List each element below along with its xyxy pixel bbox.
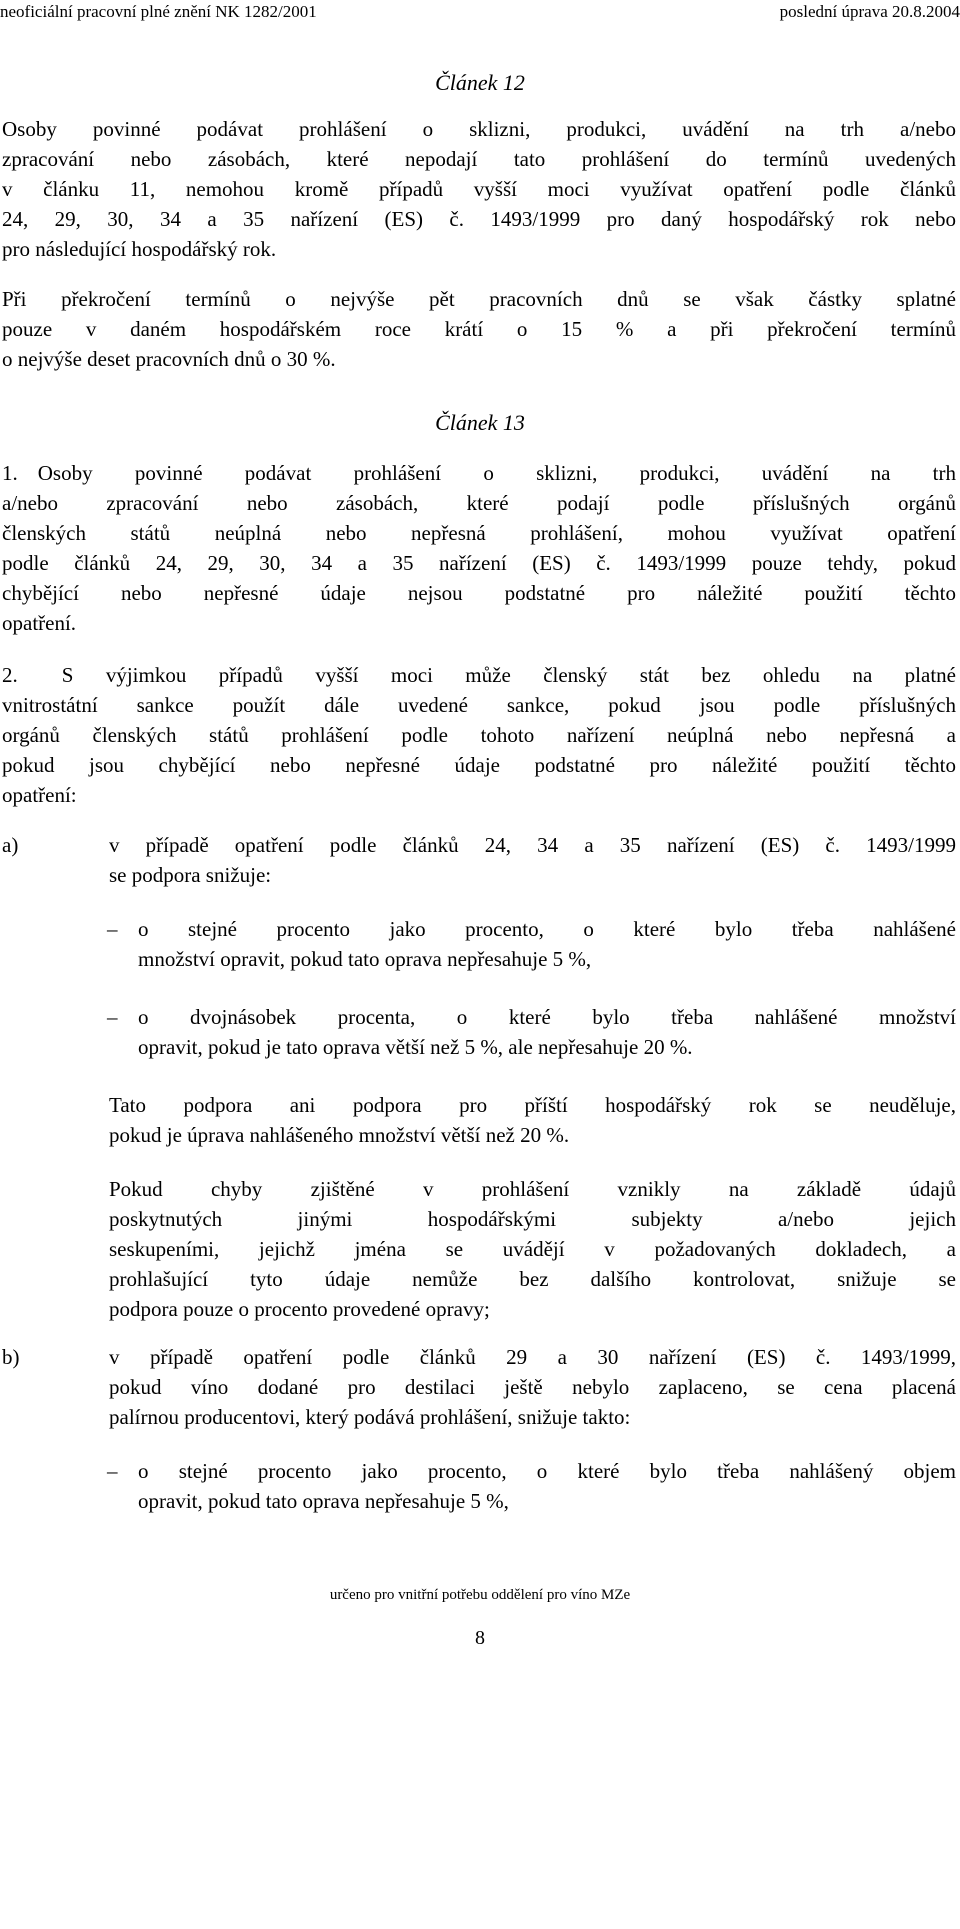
item-a-text (109, 830, 956, 890)
text-line: opravit, pokud tato oprava nepřesahuje 5 %, (138, 1489, 509, 1513)
text-line: pro následující hospodářský rok. (2, 237, 277, 261)
text-line: Při překročení termínů o nejvýše pět pracovních dnů se však částky splatné (2, 287, 956, 311)
dash-item-text (138, 1002, 956, 1062)
item-a-paragraph-4-text (109, 1174, 956, 1324)
article-12-paragraph-1 (2, 114, 956, 264)
text-line: Osoby povinné podávat prohlášení o sklizni, produkci, uvádění na trh a/nebo (2, 117, 956, 141)
article-12-paragraph-2 (2, 284, 956, 374)
text-line: podle článků 24, 29, 30, 34 a 35 nařízení (ES) č. 1493/1999 pouze tehdy, pokud (2, 551, 956, 575)
item-label-a: a) (2, 833, 19, 857)
text-line: pouze v daném hospodářském roce krátí o 15 % a při překročení termínů (2, 317, 956, 341)
item-a-paragraph-3-text (109, 1090, 956, 1150)
paragraph-number: 1. (2, 461, 18, 485)
text-line: opatření. (2, 611, 77, 635)
text-line (2, 458, 956, 488)
text-line: vnitrostátní sankce použít dále uvedené sankce, pokud jsou podle příslušných (2, 693, 956, 717)
article-13-heading: Článek 13 (435, 410, 525, 435)
text-line: v případě opatření podle článků 24, 34 a 35 nařízení (ES) č. 1493/1999 (109, 833, 956, 857)
paragraph-number: 2. (2, 663, 18, 687)
header-last-update: poslední úprava 20.8.2004 (779, 2, 960, 21)
text-line: poskytnutých jinými hospodářskými subjekty a/nebo jejich (109, 1207, 956, 1231)
item-b-text (109, 1342, 956, 1432)
text-line: o nejvýše deset pracovních dnů o 30 %. (2, 347, 336, 371)
text-line: o stejné procento jako procento, o které bylo třeba nahlášený objem (138, 1459, 956, 1483)
text-fragment: Osoby povinné podávat prohlášení o sklizni, produkci, uvádění na trh (37, 461, 956, 485)
text-line: opravit, pokud je tato oprava větší než 5 %, ale nepřesahuje 20 %. (138, 1035, 693, 1059)
text-line: o dvojnásobek procenta, o které bylo třeba nahlášené množství (138, 1005, 956, 1029)
item-label-b: b) (2, 1345, 20, 1369)
text-line: zpracování nebo zásobách, které nepodají tato prohlášení do termínů uvedených (2, 147, 956, 171)
text-line: množství opravit, pokud tato oprava nepřesahuje 5 %, (138, 947, 592, 971)
text-line: Pokud chyby zjištěné v prohlášení vznikly na základě údajů (109, 1177, 956, 1201)
text-fragment: S výjimkou případů vyšší moci může členský stát bez ohledu na platné (61, 663, 956, 687)
text-line: chybějící nebo nepřesné údaje nejsou podstatné pro náležité použití těchto (2, 581, 956, 605)
text-line: Tato podpora ani podpora pro příští hospodářský rok se neuděluje, (109, 1093, 956, 1117)
dash-item-text (138, 914, 956, 974)
text-line: se podpora snižuje: (109, 863, 272, 887)
article-12-heading: Článek 12 (435, 70, 525, 95)
text-line: prohlašující tyto údaje nemůže bez dalšího kontrolovat, snižuje se (109, 1267, 956, 1291)
text-line: a/nebo zpracování nebo zásobách, které podají podle příslušných orgánů (2, 491, 956, 515)
text-line: pokud jsou chybějící nebo nepřesné údaje podstatné pro náležité použití těchto (2, 753, 956, 777)
text-line: podpora pouze o procento provedené opravy; (109, 1297, 490, 1321)
text-line: členských států neúplná nebo nepřesná prohlášení, mohou využívat opatření (2, 521, 956, 545)
text-line: o stejné procento jako procento, o které bylo třeba nahlášené (138, 917, 956, 941)
text-line: 24, 29, 30, 34 a 35 nařízení (ES) č. 1493/1999 pro daný hospodářský rok nebo (2, 207, 956, 231)
text-line: palírnou producentovi, který podává prohlášení, snižuje takto: (109, 1405, 631, 1429)
article-13-paragraph-1 (2, 458, 956, 638)
text-line: v případě opatření podle článků 29 a 30 nařízení (ES) č. 1493/1999, (109, 1345, 956, 1369)
text-line: pokud je úprava nahlášeného množství větší než 20 %. (109, 1123, 570, 1147)
text-line: opatření: (2, 783, 77, 807)
article-13-paragraph-2 (2, 660, 956, 810)
footer-note: určeno pro vnitřní potřebu oddělení pro víno MZe (329, 1587, 631, 1603)
dash-bullet: – (107, 1459, 118, 1483)
text-line: v článku 11, nemohou kromě případů vyšší moci využívat opatření podle článků (2, 177, 956, 201)
dash-bullet: – (107, 1005, 118, 1029)
text-line: pokud víno dodané pro destilaci ještě nebylo zaplaceno, se cena placená (109, 1375, 956, 1399)
header-document-title: neoficiální pracovní plné znění NK 1282/2001 (0, 2, 317, 21)
dash-item-text (138, 1456, 956, 1516)
page-number: 8 (475, 1627, 485, 1649)
text-line: seskupeními, jejichž jména se uvádějí v požadovaných dokladech, a (109, 1237, 956, 1261)
dash-bullet: – (107, 917, 118, 941)
text-line: orgánů členských států prohlášení podle tohoto nařízení neúplná nebo nepřesná a (2, 723, 956, 747)
text-line (2, 660, 956, 690)
